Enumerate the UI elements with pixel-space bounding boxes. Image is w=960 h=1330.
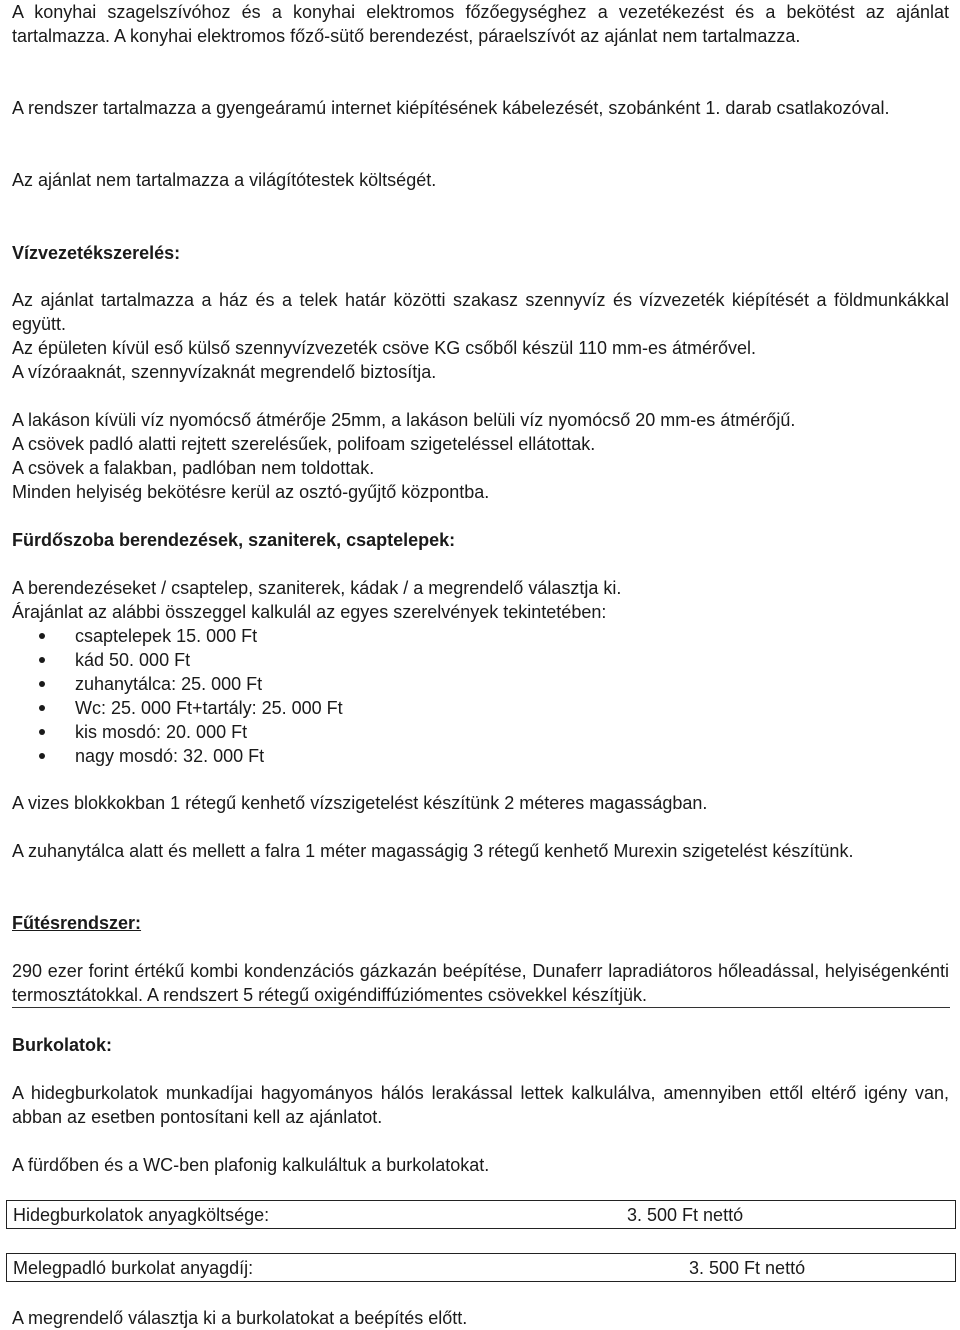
list-item: zuhanytálca: 25. 000 Ft	[12, 672, 949, 696]
bathroom-paragraph-3: A vizes blokkokban 1 rétegű kenhető vízszigetelést készítünk 2 méteres magasságban.	[12, 793, 708, 813]
bathroom-paragraph-2: Árajánlat az alábbi összeggel kalkulál az egyes szerelvények tekintetében:	[12, 602, 607, 622]
section-divider	[12, 1007, 950, 1008]
price-table-value: 3. 500 Ft nettó	[627, 1205, 744, 1225]
plumbing-paragraph-7: Minden helyiség bekötésre kerül az osztó-gyűjtő központba.	[12, 482, 490, 502]
section-heading-tiling: Burkolatok:	[12, 1035, 113, 1055]
plumbing-paragraph-6: A csövek a falakban, padlóban nem toldottak.	[12, 458, 375, 478]
section-heading-heating: Fűtésrendszer:	[12, 913, 142, 933]
bathroom-paragraph-1: A berendezéseket / csaptelep, szaniterek, kádak / a megrendelő választja ki.	[12, 578, 622, 598]
price-table-row	[6, 1200, 956, 1229]
list-item: kád 50. 000 Ft	[12, 648, 949, 672]
tiling-paragraph-2: A fürdőben és a WC-ben plafonig kalkuláltuk a burkolatokat.	[12, 1155, 490, 1175]
section-heading-bathroom: Fürdőszoba berendezések, szaniterek, csaptelepek:	[12, 530, 456, 550]
plumbing-paragraph-1: Az ajánlat tartalmazza a ház és a telek határ közötti szakasz szennyvíz és vízvezeték kiépítését a földmunkákkal együtt.	[12, 290, 949, 334]
plumbing-paragraph-2: Az épületen kívül eső külső szennyvízvezeték csöve KG csőből készül 110 mm-es átmérővel.	[12, 338, 757, 358]
price-table-value: 3. 500 Ft nettó	[689, 1258, 806, 1278]
price-table-label: Melegpadló burkolat anyagdíj:	[13, 1258, 254, 1278]
list-item: nagy mosdó: 32. 000 Ft	[12, 744, 949, 768]
heating-paragraph: 290 ezer forint értékű kombi kondenzációs gázkazán beépítése, Dunaferr lapradiátoros hőleadással, helyiségenkénti termosztátokkal. A rendszert 5 rétegű oxigéndiffúziómentes csövekkel készítjük.	[12, 961, 949, 1005]
intro-paragraph-internet: A rendszer tartalmazza a gyengeáramú internet kiépítésének kábelezését, szobánként 1. darab csatlakozóval.	[12, 98, 890, 118]
price-table-label: Hidegburkolatok anyagköltsége:	[13, 1205, 270, 1225]
intro-paragraph-kitchen: A konyhai szagelszívóhoz és a konyhai elektromos főzőegységhez a vezetékezést és a bekötést az ajánlat tartalmazza. A konyhai elektromos főző-sütő berendezést, páraelszívót az ajánlat nem tartalmazza.	[12, 2, 949, 46]
list-item: Wc: 25. 000 Ft+tartály: 25. 000 Ft	[12, 696, 949, 720]
tiling-paragraph-1: A hidegburkolatok munkadíjai hagyományos hálós lerakással lettek kalkulálva, amennyiben ettől eltérő igény van, abban az esetben pontosítani kell az ajánlatot.	[12, 1083, 949, 1127]
list-item: csaptelepek 15. 000 Ft	[12, 624, 949, 648]
section-heading-plumbing: Vízvezetékszerelés:	[12, 243, 181, 263]
fixture-price-list	[12, 624, 949, 768]
plumbing-paragraph-3: A vízóraaknát, szennyvízaknát megrendelő biztosítja.	[12, 362, 437, 382]
intro-paragraph-lighting: Az ajánlat nem tartalmazza a világítótestek költségét.	[12, 170, 437, 190]
price-table-row	[6, 1253, 956, 1282]
tiling-paragraph-3: A megrendelő választja ki a burkolatokat a beépítés előtt.	[12, 1308, 468, 1328]
plumbing-paragraph-4: A lakáson kívüli víz nyomócső átmérője 25mm, a lakáson belüli víz nyomócső 20 mm-es átmérőjű.	[12, 410, 796, 430]
list-item: kis mosdó: 20. 000 Ft	[12, 720, 949, 744]
plumbing-paragraph-5: A csövek padló alatti rejtett szerelésűek, polifoam szigeteléssel ellátottak.	[12, 434, 596, 454]
bathroom-paragraph-4: A zuhanytálca alatt és mellett a falra 1 méter magasságig 3 rétegű kenhető Murexin szigetelést készítünk.	[12, 841, 854, 861]
